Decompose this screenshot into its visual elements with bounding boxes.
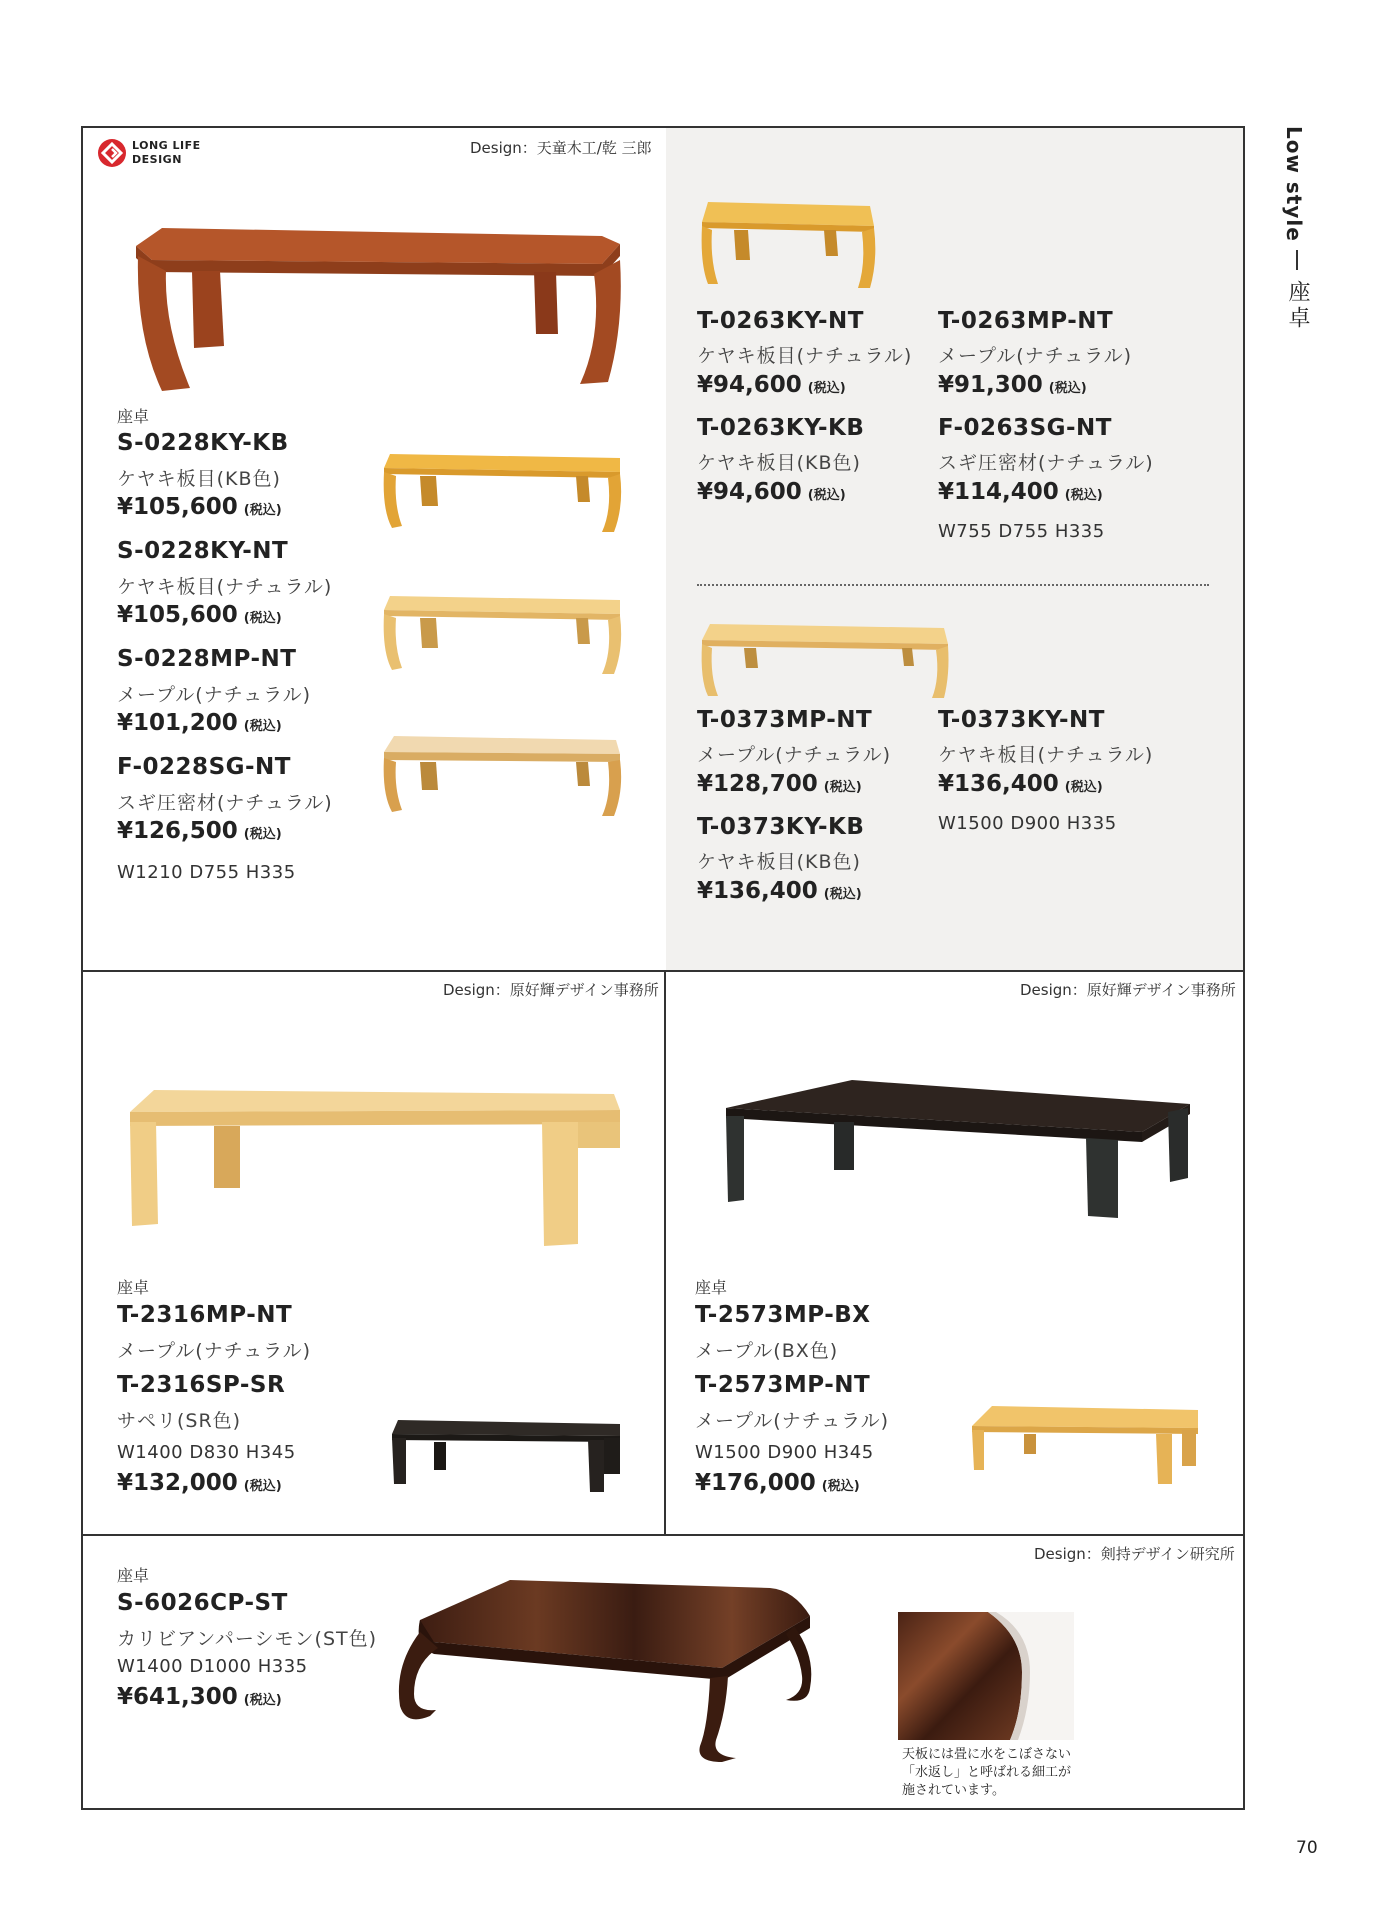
product-code: S-0228MP-NT xyxy=(117,646,297,672)
product-code: T-2316MP-NT xyxy=(117,1302,293,1328)
detail-caption-line: 施されています。 xyxy=(902,1783,1005,1798)
table-image-t2316-mp-large xyxy=(126,1088,622,1248)
product-price xyxy=(697,479,846,505)
panel4-price xyxy=(695,1470,860,1496)
tax-label: (税込) xyxy=(243,611,282,626)
panel5-category: 座卓 xyxy=(117,1566,150,1585)
panel1-dimensions: W1210 D755 H335 xyxy=(117,862,296,883)
product-material: メープル(BX色) xyxy=(695,1340,839,1362)
panel4-dimensions: W1500 D900 H345 xyxy=(695,1442,874,1463)
panel3-design-credit: Design：原好輝デザイン事務所 xyxy=(443,981,659,999)
table-image-t2573-bx-large xyxy=(722,1078,1192,1220)
product-price xyxy=(938,479,1103,505)
tax-label: (税込) xyxy=(1064,780,1103,795)
price-value: ¥176,000 xyxy=(695,1470,816,1496)
table-image-s0228-nt xyxy=(380,592,625,677)
price-value: ¥105,600 xyxy=(117,602,238,628)
tax-label: (税込) xyxy=(243,503,282,518)
product-price xyxy=(117,818,282,844)
panel3-dimensions: W1400 D830 H345 xyxy=(117,1442,296,1463)
panel5-dimensions: W1400 D1000 H335 xyxy=(117,1656,308,1677)
product-code: T-2316SP-SR xyxy=(117,1372,286,1398)
price-value: ¥94,600 xyxy=(697,372,802,398)
divider-col-row2 xyxy=(664,970,666,1536)
table-image-t2573-nt xyxy=(968,1404,1200,1488)
table-image-s0228-kb-large xyxy=(132,216,622,396)
panel4-category: 座卓 xyxy=(695,1278,728,1297)
product-material: カリビアンパーシモン(ST色) xyxy=(117,1628,378,1650)
tax-label: (税込) xyxy=(243,827,282,842)
panel5-design-credit: Design：剣持デザイン研究所 xyxy=(1034,1545,1235,1563)
page-number: 70 xyxy=(1296,1838,1318,1858)
price-value: ¥105,600 xyxy=(117,494,238,520)
product-material: ケヤキ板目(ナチュラル) xyxy=(117,576,333,598)
product-material: サペリ(SR色) xyxy=(117,1410,242,1432)
product-material: ケヤキ板目(ナチュラル) xyxy=(697,345,913,367)
price-value: ¥126,500 xyxy=(117,818,238,844)
table-image-s0228-mp xyxy=(380,734,625,819)
product-code: T-0263KY-NT xyxy=(697,308,864,334)
product-material: メープル(ナチュラル) xyxy=(938,345,1132,367)
detail-caption-line: 天板には畳に水をこぼさない xyxy=(902,1747,1072,1762)
tax-label: (税込) xyxy=(1048,381,1087,396)
product-material: ケヤキ板目(KB色) xyxy=(697,452,861,474)
product-code: T-2573MP-NT xyxy=(695,1372,871,1398)
side-label-jp: 座卓 xyxy=(1285,279,1310,332)
long-life-design-logo xyxy=(97,138,201,168)
product-material: ケヤキ板目(KB色) xyxy=(697,851,861,873)
product-code: S-0228KY-NT xyxy=(117,538,289,564)
table-image-s6026 xyxy=(390,1576,822,1766)
tax-label: (税込) xyxy=(807,381,846,396)
dotted-separator xyxy=(697,584,1209,586)
tax-label: (税込) xyxy=(823,780,862,795)
panel4-design-credit: Design：原好輝デザイン事務所 xyxy=(1020,981,1236,999)
product-code: F-0228SG-NT xyxy=(117,754,291,780)
product-code: S-0228KY-KB xyxy=(117,430,289,456)
price-value: ¥132,000 xyxy=(117,1470,238,1496)
detail-caption-line: 「水返し」と呼ばれる細工が xyxy=(902,1765,1072,1780)
product-material: ケヤキ板目(ナチュラル) xyxy=(938,744,1154,766)
tax-label: (税込) xyxy=(243,1693,282,1708)
product-price xyxy=(697,372,846,398)
product-price xyxy=(938,771,1103,797)
divider-row1 xyxy=(81,970,1245,972)
table-image-t0263 xyxy=(698,200,878,290)
price-value: ¥136,400 xyxy=(938,771,1059,797)
product-price xyxy=(938,372,1087,398)
tax-label: (税込) xyxy=(823,887,862,902)
group2-dimensions: W1500 D900 H335 xyxy=(938,813,1117,834)
product-code: T-0373KY-NT xyxy=(938,707,1105,733)
product-material: スギ圧密材(ナチュラル) xyxy=(117,792,333,814)
tax-label: (税込) xyxy=(243,1479,282,1494)
product-price xyxy=(117,494,282,520)
product-price xyxy=(697,878,862,904)
detail-caption xyxy=(902,1746,1071,1800)
price-value: ¥114,400 xyxy=(938,479,1059,505)
tax-label: (税込) xyxy=(243,719,282,734)
price-value: ¥101,200 xyxy=(117,710,238,736)
logo-line1: LONG LIFE xyxy=(132,139,201,152)
product-price xyxy=(117,602,282,628)
product-material: メープル(ナチュラル) xyxy=(697,744,891,766)
product-material: メープル(ナチュラル) xyxy=(117,1340,311,1362)
price-value: ¥91,300 xyxy=(938,372,1043,398)
panel5-price xyxy=(117,1684,282,1710)
product-price xyxy=(697,771,862,797)
divider-row2 xyxy=(81,1534,1245,1536)
product-code: F-0263SG-NT xyxy=(938,415,1112,441)
product-code: S-6026CP-ST xyxy=(117,1590,288,1616)
price-value: ¥94,600 xyxy=(697,479,802,505)
side-label xyxy=(1282,126,1312,332)
detail-image-water-return-edge xyxy=(898,1612,1074,1740)
table-image-t2316-sp xyxy=(388,1418,622,1494)
panel3-category: 座卓 xyxy=(117,1278,150,1297)
panel1-design-credit: Design：天童木工/乾 三郎 xyxy=(470,139,652,157)
product-price xyxy=(117,710,282,736)
product-code: T-2573MP-BX xyxy=(695,1302,871,1328)
side-label-rule xyxy=(1296,250,1298,270)
panel3-price xyxy=(117,1470,282,1496)
product-material: スギ圧密材(ナチュラル) xyxy=(938,452,1154,474)
product-code: T-0263MP-NT xyxy=(938,308,1114,334)
panel1-category: 座卓 xyxy=(117,407,150,426)
tax-label: (税込) xyxy=(807,488,846,503)
product-material: ケヤキ板目(KB色) xyxy=(117,468,281,490)
table-image-s0228-kb xyxy=(380,450,625,535)
logo-line2: DESIGN xyxy=(132,153,182,166)
tax-label: (税込) xyxy=(1064,488,1103,503)
group1-dimensions: W755 D755 H335 xyxy=(938,521,1105,542)
price-value: ¥136,400 xyxy=(697,878,818,904)
logo-text xyxy=(132,139,201,167)
product-material: メープル(ナチュラル) xyxy=(117,684,311,706)
product-code: T-0263KY-KB xyxy=(697,415,865,441)
tax-label: (税込) xyxy=(821,1479,860,1494)
product-code: T-0373MP-NT xyxy=(697,707,873,733)
price-value: ¥641,300 xyxy=(117,1684,238,1710)
side-label-en: Low style xyxy=(1282,126,1306,242)
long-life-design-logo-icon xyxy=(97,138,127,168)
product-material: メープル(ナチュラル) xyxy=(695,1410,889,1432)
price-value: ¥128,700 xyxy=(697,771,818,797)
table-image-t0373 xyxy=(698,622,950,700)
product-code: T-0373KY-KB xyxy=(697,814,865,840)
